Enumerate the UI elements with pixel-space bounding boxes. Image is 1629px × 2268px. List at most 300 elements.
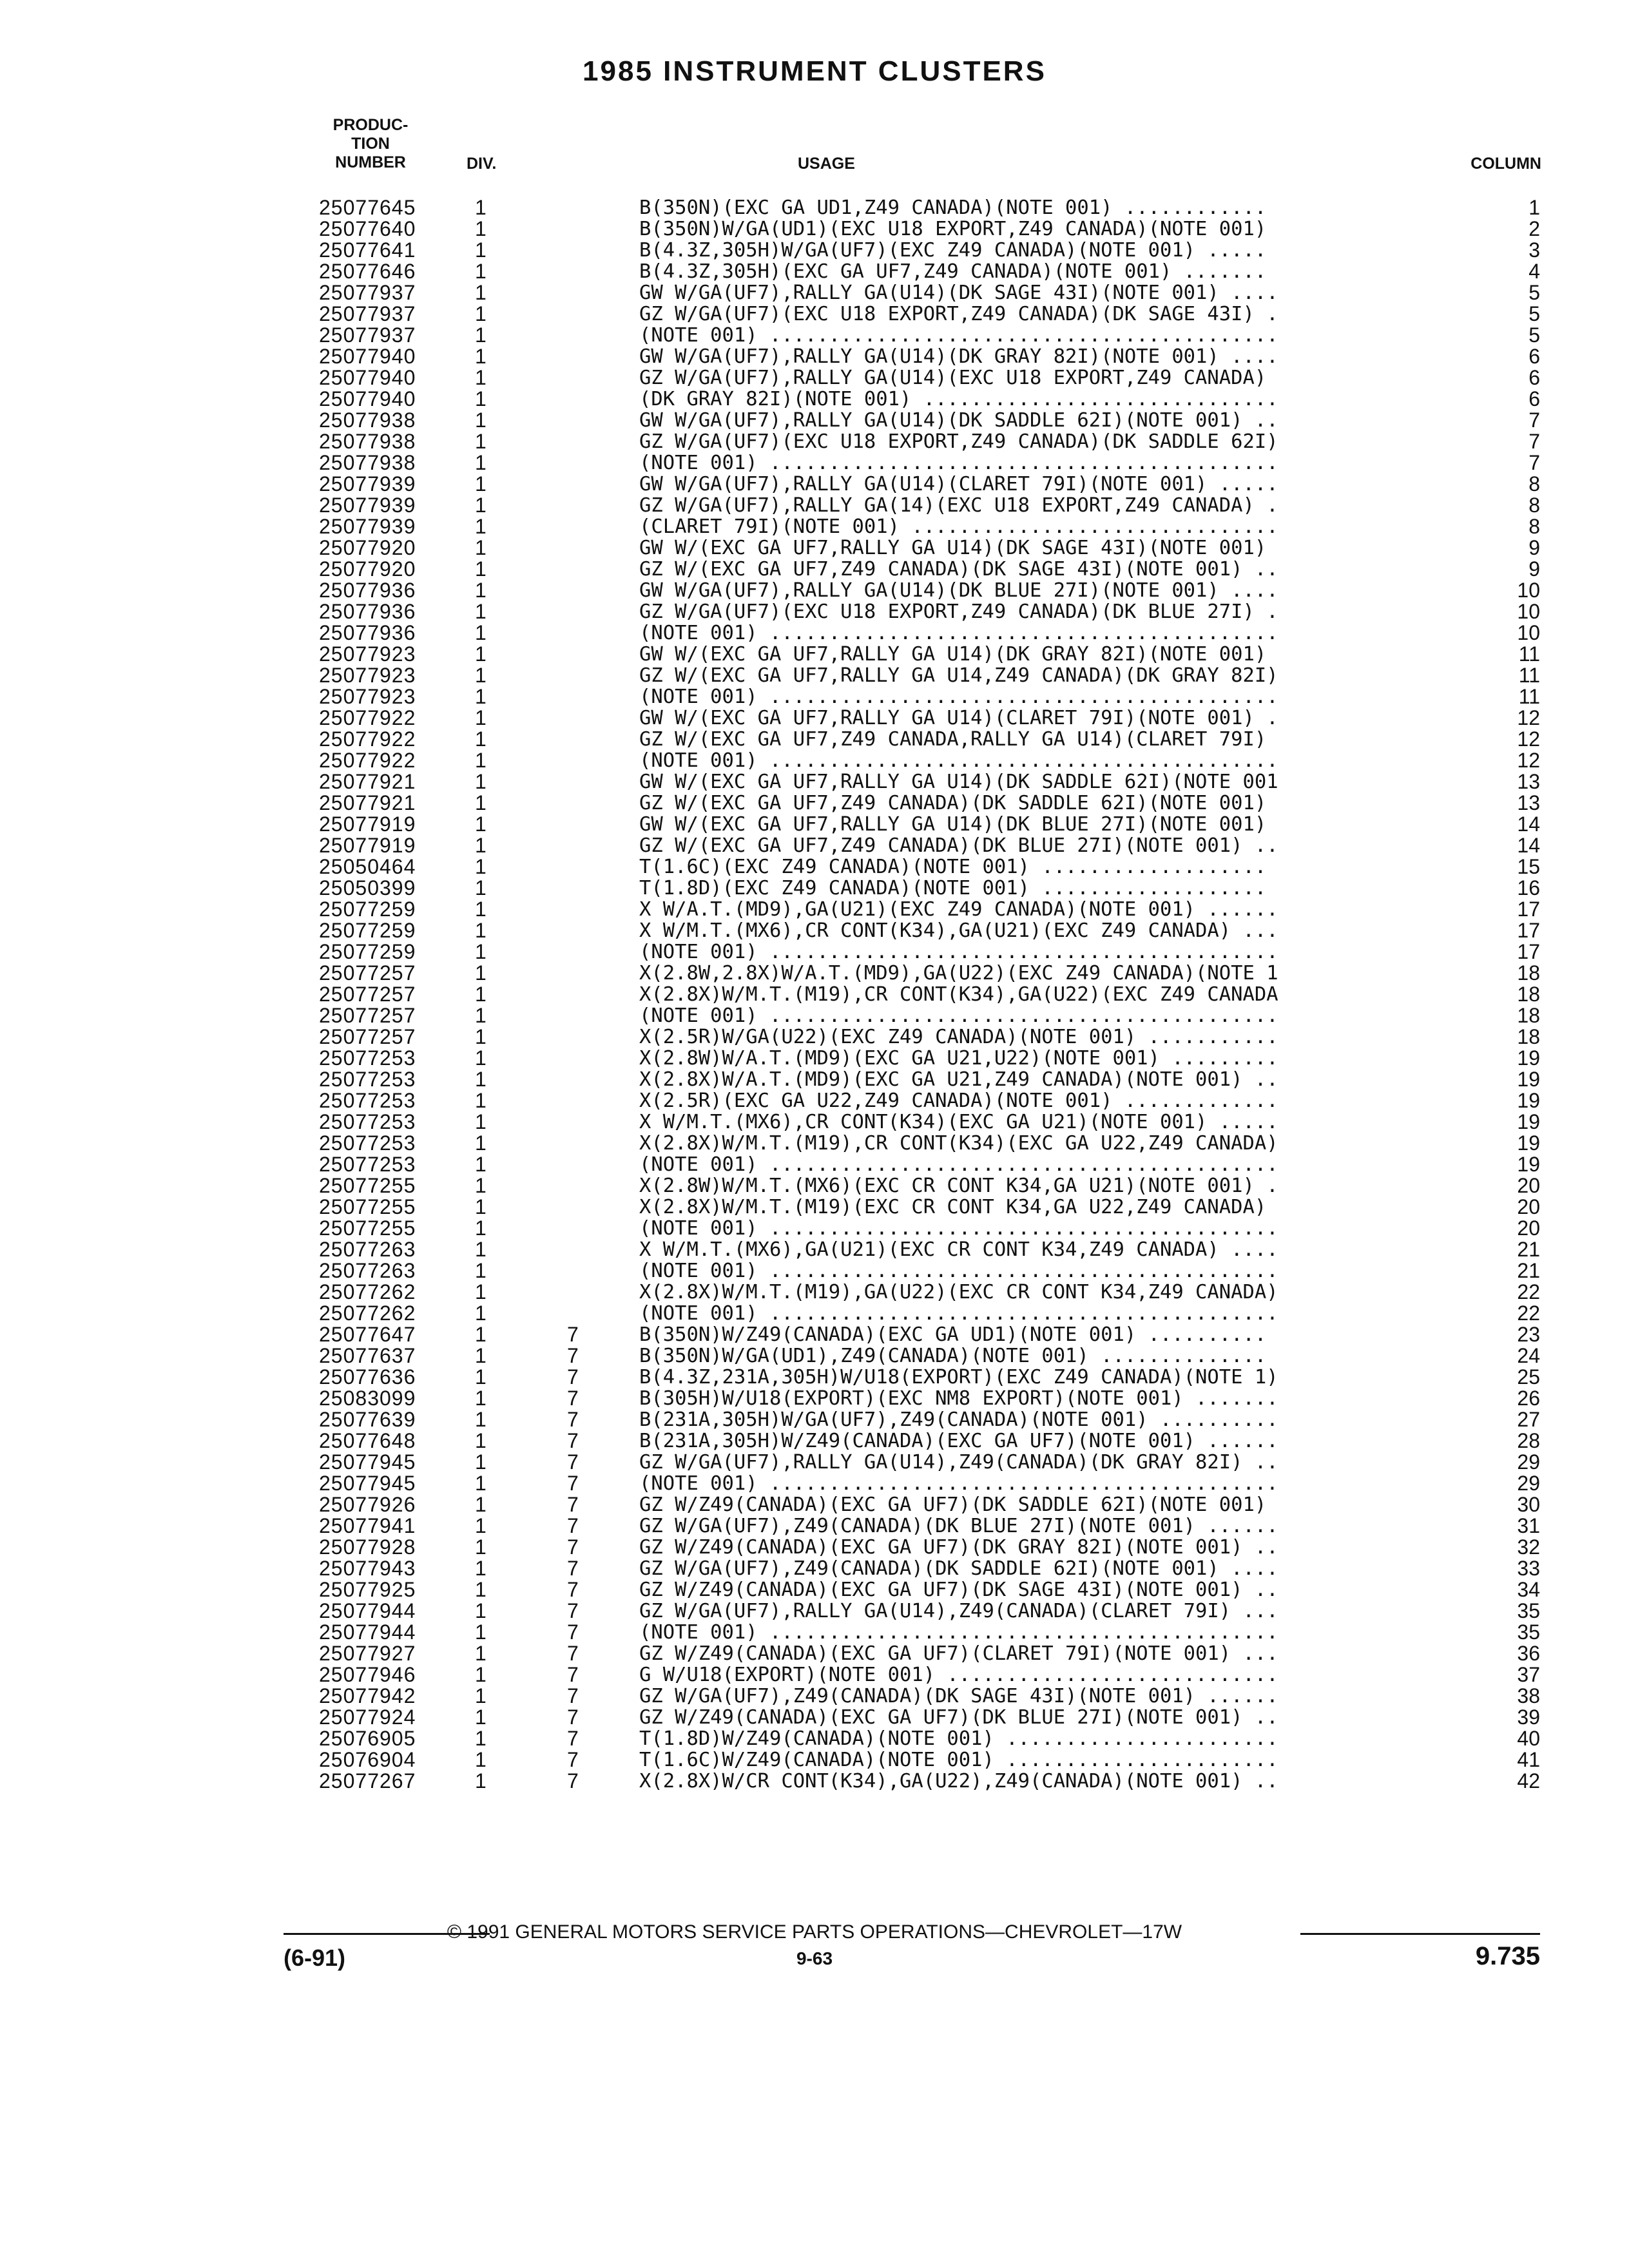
production-number-cell: 25077927 xyxy=(319,1642,416,1665)
div-cell: 1 xyxy=(475,961,487,985)
div-secondary-cell: 7 xyxy=(567,1450,579,1474)
column-cell: 11 xyxy=(1518,685,1540,708)
column-cell: 28 xyxy=(1517,1429,1540,1452)
table-row xyxy=(0,537,1629,559)
column-cell: 27 xyxy=(1517,1408,1540,1431)
production-number-cell: 25077946 xyxy=(319,1663,416,1686)
usage-cell: GZ W/(EXC GA UF7,Z49 CANADA)(DK SADDLE 62I)(NOTE 001) xyxy=(639,793,1267,814)
column-cell: 14 xyxy=(1517,812,1540,836)
table-row xyxy=(0,1643,1629,1664)
production-number-cell: 25077944 xyxy=(319,1620,416,1644)
div-cell: 1 xyxy=(475,1769,487,1792)
column-cell: 20 xyxy=(1517,1195,1540,1218)
table-row xyxy=(0,1133,1629,1154)
usage-cell: GZ W/(EXC GA UF7,Z49 CANADA)(DK SAGE 43I)(NOTE 001) .. xyxy=(639,559,1278,580)
div-secondary-cell: 7 xyxy=(567,1684,579,1707)
column-cell: 18 xyxy=(1517,961,1540,985)
table-row xyxy=(0,1388,1629,1409)
table-row xyxy=(0,1324,1629,1345)
production-number-cell: 25077945 xyxy=(319,1450,416,1474)
production-number-header: PRODUC- TION NUMBER xyxy=(333,116,409,171)
production-number-cell: 25077636 xyxy=(319,1365,416,1389)
div-secondary-cell: 7 xyxy=(567,1642,579,1665)
table-row xyxy=(0,367,1629,389)
column-cell: 20 xyxy=(1517,1216,1540,1240)
table-row xyxy=(0,452,1629,474)
table-row xyxy=(0,963,1629,984)
production-number-cell: 25077253 xyxy=(319,1046,416,1070)
table-row xyxy=(0,984,1629,1005)
production-number-cell: 25077939 xyxy=(319,515,416,538)
div-secondary-cell: 7 xyxy=(567,1663,579,1686)
usage-cell: X(2.5R)W/GA(U22)(EXC Z49 CANADA)(NOTE 001) ........... xyxy=(639,1026,1278,1048)
usage-cell: X(2.8X)W/M.T.(M19),GA(U22)(EXC CR CONT K34,Z49 CANADA) xyxy=(639,1282,1278,1303)
div-cell: 1 xyxy=(475,1238,487,1261)
div-secondary-cell: 7 xyxy=(567,1408,579,1431)
production-number-cell: 25077938 xyxy=(319,430,416,453)
column-header: COLUMN xyxy=(1470,155,1541,173)
div-cell: 1 xyxy=(475,770,487,793)
table-row xyxy=(0,899,1629,920)
div-cell: 1 xyxy=(475,323,487,347)
div-cell: 1 xyxy=(475,1620,487,1644)
production-number-cell: 25050464 xyxy=(319,855,416,878)
production-number-cell: 25077267 xyxy=(319,1769,416,1792)
column-cell: 21 xyxy=(1517,1259,1540,1282)
column-cell: 1 xyxy=(1528,196,1540,219)
production-number-cell: 25077262 xyxy=(319,1280,416,1303)
usage-cell: (NOTE 001) ........................................... xyxy=(639,622,1278,644)
column-cell: 7 xyxy=(1528,408,1540,432)
usage-cell: GZ W/GA(UF7)(EXC U18 EXPORT,Z49 CANADA)(DK SADDLE 62I) xyxy=(639,431,1278,452)
div-cell: 1 xyxy=(475,706,487,729)
div-cell: 1 xyxy=(475,579,487,602)
div-cell: 1 xyxy=(475,238,487,262)
production-number-cell: 25077640 xyxy=(319,217,416,240)
production-number-cell: 25050399 xyxy=(319,876,416,899)
div-cell: 1 xyxy=(475,217,487,240)
column-cell: 9 xyxy=(1528,536,1540,559)
div-cell: 1 xyxy=(475,1387,487,1410)
table-row xyxy=(0,410,1629,431)
usage-cell: X(2.8X)W/CR CONT(K34),GA(U22),Z49(CANADA)(NOTE 001) .. xyxy=(639,1771,1278,1792)
column-cell: 23 xyxy=(1517,1323,1540,1346)
production-number-cell: 25077939 xyxy=(319,472,416,495)
div-cell: 1 xyxy=(475,1535,487,1559)
table-row xyxy=(0,835,1629,856)
column-cell: 22 xyxy=(1517,1280,1540,1303)
usage-cell: B(231A,305H)W/Z49(CANADA)(EXC GA UF7)(NOTE 001) ...... xyxy=(639,1430,1278,1452)
production-number-cell: 25077641 xyxy=(319,238,416,262)
usage-cell: GZ W/(EXC GA UF7,Z49 CANADA)(DK BLUE 27I)(NOTE 001) .. xyxy=(639,835,1278,856)
usage-cell: B(4.3Z,305H)(EXC GA UF7,Z49 CANADA)(NOTE 001) ....... xyxy=(639,261,1267,282)
table-row xyxy=(0,346,1629,367)
usage-cell: GW W/(EXC GA UF7,RALLY GA U14)(DK SAGE 43I)(NOTE 001) xyxy=(639,537,1267,559)
usage-cell: G W/U18(EXPORT)(NOTE 001) ............................ xyxy=(639,1664,1278,1686)
table-row xyxy=(0,1303,1629,1324)
column-cell: 12 xyxy=(1517,727,1540,751)
usage-cell: (NOTE 001) ........................................... xyxy=(639,1622,1278,1643)
div-cell: 1 xyxy=(475,1599,487,1622)
table-row xyxy=(0,1239,1629,1260)
div-cell: 1 xyxy=(475,685,487,708)
usage-cell: X W/A.T.(MD9),GA(U21)(EXC Z49 CANADA)(NOTE 001) ...... xyxy=(639,899,1278,920)
usage-cell: B(350N)(EXC GA UD1,Z49 CANADA)(NOTE 001) ............ xyxy=(639,197,1267,218)
column-cell: 10 xyxy=(1517,621,1540,644)
usage-cell: (NOTE 001) ........................................... xyxy=(639,941,1278,963)
column-cell: 33 xyxy=(1517,1557,1540,1580)
column-cell: 37 xyxy=(1517,1663,1540,1686)
production-number-cell: 25077923 xyxy=(319,664,416,687)
production-number-cell: 25077647 xyxy=(319,1323,416,1346)
usage-cell: GW W/GA(UF7),RALLY GA(U14)(DK GRAY 82I)(NOTE 001) .... xyxy=(639,346,1278,367)
div-cell: 1 xyxy=(475,1748,487,1771)
table-row xyxy=(0,1771,1629,1792)
column-cell: 17 xyxy=(1517,940,1540,963)
div-secondary-cell: 7 xyxy=(567,1472,579,1495)
column-cell: 10 xyxy=(1517,600,1540,623)
usage-cell: T(1.8D)(EXC Z49 CANADA)(NOTE 001) ................... xyxy=(639,878,1267,899)
table-row xyxy=(0,1558,1629,1579)
div-cell: 1 xyxy=(475,366,487,389)
usage-cell: GZ W/GA(UF7),RALLY GA(U14),Z49(CANADA)(DK GRAY 82I) .. xyxy=(639,1452,1278,1473)
column-cell: 25 xyxy=(1517,1365,1540,1389)
production-number-cell: 25077940 xyxy=(319,366,416,389)
div-cell: 1 xyxy=(475,1280,487,1303)
div-cell: 1 xyxy=(475,898,487,921)
production-number-cell: 25077257 xyxy=(319,1004,416,1027)
usage-cell: (DK GRAY 82I)(NOTE 001) .............................. xyxy=(639,389,1278,410)
column-cell: 13 xyxy=(1517,791,1540,814)
column-cell: 19 xyxy=(1517,1068,1540,1091)
div-secondary-cell: 7 xyxy=(567,1323,579,1346)
div-secondary-cell: 7 xyxy=(567,1706,579,1729)
production-number-cell: 25077263 xyxy=(319,1259,416,1282)
div-secondary-cell: 7 xyxy=(567,1748,579,1771)
production-number-cell: 25083099 xyxy=(319,1387,416,1410)
column-cell: 19 xyxy=(1517,1046,1540,1070)
div-cell: 1 xyxy=(475,1344,487,1367)
div-header: DIV. xyxy=(467,155,497,173)
usage-cell: GZ W/Z49(CANADA)(EXC GA UF7)(CLARET 79I)(NOTE 001) ... xyxy=(639,1643,1278,1664)
column-cell: 8 xyxy=(1528,494,1540,517)
usage-cell: (NOTE 001) ........................................... xyxy=(639,452,1278,474)
table-row xyxy=(0,1005,1629,1026)
usage-cell: GZ W/GA(UF7)(EXC U18 EXPORT,Z49 CANADA)(DK SAGE 43I) . xyxy=(639,303,1278,325)
usage-cell: GZ W/GA(UF7),RALLY GA(U14),Z49(CANADA)(CLARET 79I) ... xyxy=(639,1600,1278,1622)
production-number-cell: 25077936 xyxy=(319,600,416,623)
column-cell: 5 xyxy=(1528,302,1540,325)
div-cell: 1 xyxy=(475,472,487,495)
usage-cell: GZ W/(EXC GA UF7,Z49 CANADA,RALLY GA U14)(CLARET 79I) xyxy=(639,729,1267,750)
table-row xyxy=(0,516,1629,537)
div-cell: 1 xyxy=(475,1046,487,1070)
table-row xyxy=(0,941,1629,963)
div-cell: 1 xyxy=(475,621,487,644)
div-cell: 1 xyxy=(475,430,487,453)
production-number-cell: 25077648 xyxy=(319,1429,416,1452)
column-cell: 29 xyxy=(1517,1450,1540,1474)
usage-cell: X(2.8X)W/M.T.(M19),CR CONT(K34)(EXC GA U22,Z49 CANADA) xyxy=(639,1133,1278,1154)
table-row xyxy=(0,389,1629,410)
table-row xyxy=(0,729,1629,750)
column-cell: 20 xyxy=(1517,1174,1540,1197)
div-cell: 1 xyxy=(475,1642,487,1665)
table-row xyxy=(0,856,1629,878)
table-row xyxy=(0,1154,1629,1175)
usage-cell: X W/M.T.(MX6),CR CONT(K34)(EXC GA U21)(NOTE 001) ..... xyxy=(639,1111,1278,1133)
column-cell: 7 xyxy=(1528,430,1540,453)
production-number-cell: 25077944 xyxy=(319,1599,416,1622)
div-secondary-cell: 7 xyxy=(567,1493,579,1516)
div-cell: 1 xyxy=(475,536,487,559)
div-secondary-cell: 7 xyxy=(567,1535,579,1559)
div-cell: 1 xyxy=(475,1110,487,1133)
div-secondary-cell: 7 xyxy=(567,1514,579,1537)
usage-cell: T(1.6C)W/Z49(CANADA)(NOTE 001) ....................... xyxy=(639,1749,1278,1771)
div-cell: 1 xyxy=(475,727,487,751)
usage-cell: (NOTE 001) ........................................... xyxy=(639,1473,1278,1494)
usage-cell: B(4.3Z,231A,305H)W/U18(EXPORT)(EXC Z49 CANADA)(NOTE 1) xyxy=(639,1367,1278,1388)
div-cell: 1 xyxy=(475,408,487,432)
usage-cell: X(2.8W)W/M.T.(MX6)(EXC CR CONT K34,GA U21)(NOTE 001) . xyxy=(639,1175,1278,1196)
usage-cell: GZ W/GA(UF7),RALLY GA(14)(EXC U18 EXPORT,Z49 CANADA) . xyxy=(639,495,1278,516)
table-row xyxy=(0,1069,1629,1090)
column-cell: 9 xyxy=(1528,557,1540,581)
usage-cell: X(2.8X)W/M.T.(M19)(EXC CR CONT K34,GA U22,Z49 CANADA) xyxy=(639,1196,1267,1218)
column-cell: 13 xyxy=(1517,770,1540,793)
production-number-cell: 25077943 xyxy=(319,1557,416,1580)
page-code: 9-63 xyxy=(796,1948,833,1968)
table-row xyxy=(0,495,1629,516)
usage-cell: GW W/GA(UF7),RALLY GA(U14)(DK SADDLE 62I)(NOTE 001) .. xyxy=(639,410,1278,431)
column-cell: 32 xyxy=(1517,1535,1540,1559)
column-cell: 18 xyxy=(1517,1004,1540,1027)
column-cell: 11 xyxy=(1518,664,1540,687)
div-cell: 1 xyxy=(475,1259,487,1282)
production-number-cell: 25077921 xyxy=(319,791,416,814)
div-cell: 1 xyxy=(475,196,487,219)
div-cell: 1 xyxy=(475,1004,487,1027)
column-cell: 29 xyxy=(1517,1472,1540,1495)
table-row xyxy=(0,1707,1629,1728)
table-row xyxy=(0,771,1629,793)
table-row xyxy=(0,240,1629,261)
div-cell: 1 xyxy=(475,494,487,517)
usage-cell: B(350N)W/GA(UD1)(EXC U18 EXPORT,Z49 CANADA)(NOTE 001) xyxy=(639,218,1267,240)
div-cell: 1 xyxy=(475,1578,487,1601)
section-number: 9.735 xyxy=(1475,1942,1540,1970)
usage-cell: GZ W/Z49(CANADA)(EXC GA UF7)(DK SAGE 43I)(NOTE 001) .. xyxy=(639,1579,1278,1600)
div-cell: 1 xyxy=(475,1706,487,1729)
div-cell: 1 xyxy=(475,664,487,687)
table-row xyxy=(0,1175,1629,1196)
div-cell: 1 xyxy=(475,1365,487,1389)
div-secondary-cell: 7 xyxy=(567,1620,579,1644)
copyright-line: © 1991 GENERAL MOTORS SERVICE PARTS OPERATIONS—CHEVROLET—17W xyxy=(447,1921,1182,1943)
production-number-cell: 25077936 xyxy=(319,621,416,644)
usage-cell: GW W/(EXC GA UF7,RALLY GA U14)(DK SADDLE 62I)(NOTE 001 xyxy=(639,771,1278,793)
div-cell: 1 xyxy=(475,812,487,836)
table-row xyxy=(0,1728,1629,1749)
table-row xyxy=(0,644,1629,665)
table-row xyxy=(0,325,1629,346)
usage-cell: X(2.8X)W/A.T.(MD9)(EXC GA U21,Z49 CANADA)(NOTE 001) .. xyxy=(639,1069,1278,1090)
div-cell: 1 xyxy=(475,1472,487,1495)
table-row xyxy=(0,1515,1629,1537)
div-secondary-cell: 7 xyxy=(567,1727,579,1750)
column-cell: 18 xyxy=(1517,1025,1540,1048)
production-number-cell: 25077257 xyxy=(319,961,416,985)
table-row xyxy=(0,1664,1629,1686)
column-cell: 24 xyxy=(1517,1344,1540,1367)
div-cell: 1 xyxy=(475,834,487,857)
production-number-cell: 25077259 xyxy=(319,919,416,942)
div-cell: 1 xyxy=(475,1514,487,1537)
usage-cell: X(2.8W)W/A.T.(MD9)(EXC GA U21,U22)(NOTE 001) ......... xyxy=(639,1048,1278,1069)
div-secondary-cell: 7 xyxy=(567,1578,579,1601)
column-cell: 2 xyxy=(1528,217,1540,240)
table-row xyxy=(0,1686,1629,1707)
production-number-cell: 25077937 xyxy=(319,323,416,347)
column-cell: 39 xyxy=(1517,1706,1540,1729)
production-number-cell: 25077945 xyxy=(319,1472,416,1495)
production-number-cell: 25077253 xyxy=(319,1089,416,1112)
div-cell: 1 xyxy=(475,515,487,538)
table-row xyxy=(0,1367,1629,1388)
usage-cell: GW W/GA(UF7),RALLY GA(U14)(DK SAGE 43I)(NOTE 001) .... xyxy=(639,282,1278,303)
div-cell: 1 xyxy=(475,451,487,474)
table-row xyxy=(0,1600,1629,1622)
table-row xyxy=(0,474,1629,495)
column-cell: 4 xyxy=(1528,260,1540,283)
production-number-cell: 25077255 xyxy=(319,1174,416,1197)
div-cell: 1 xyxy=(475,1429,487,1452)
table-row xyxy=(0,750,1629,771)
table-row xyxy=(0,1622,1629,1643)
table-row xyxy=(0,1749,1629,1771)
column-cell: 38 xyxy=(1517,1684,1540,1707)
div-cell: 1 xyxy=(475,387,487,410)
div-cell: 1 xyxy=(475,281,487,304)
usage-cell: GZ W/GA(UF7),Z49(CANADA)(DK SAGE 43I)(NOTE 001) ...... xyxy=(639,1686,1278,1707)
div-secondary-cell: 7 xyxy=(567,1557,579,1580)
table-row xyxy=(0,1409,1629,1430)
table-row xyxy=(0,665,1629,686)
table-row xyxy=(0,1260,1629,1282)
column-cell: 11 xyxy=(1518,642,1540,666)
column-cell: 36 xyxy=(1517,1642,1540,1665)
usage-cell: B(305H)W/U18(EXPORT)(EXC NM8 EXPORT)(NOTE 001) ....... xyxy=(639,1388,1278,1409)
column-cell: 5 xyxy=(1528,281,1540,304)
column-cell: 21 xyxy=(1517,1238,1540,1261)
div-cell: 1 xyxy=(475,1195,487,1218)
usage-cell: GW W/GA(UF7),RALLY GA(U14)(DK BLUE 27I)(NOTE 001) .... xyxy=(639,580,1278,601)
production-number-cell: 25077928 xyxy=(319,1535,416,1559)
div-secondary-cell: 7 xyxy=(567,1387,579,1410)
column-cell: 34 xyxy=(1517,1578,1540,1601)
production-number-cell: 25077926 xyxy=(319,1493,416,1516)
table-row xyxy=(0,686,1629,707)
div-cell: 1 xyxy=(475,791,487,814)
usage-cell: B(350N)W/Z49(CANADA)(EXC GA UD1)(NOTE 001) .......... xyxy=(639,1324,1267,1345)
table-row xyxy=(0,707,1629,729)
production-number-cell: 25077255 xyxy=(319,1195,416,1218)
production-number-cell: 25077259 xyxy=(319,898,416,921)
table-row xyxy=(0,1026,1629,1048)
usage-cell: (NOTE 001) ........................................... xyxy=(639,750,1278,771)
usage-cell: B(231A,305H)W/GA(UF7),Z49(CANADA)(NOTE 001) .......... xyxy=(639,1409,1278,1430)
div-cell: 1 xyxy=(475,1174,487,1197)
parts-table xyxy=(0,197,1629,1792)
production-number-cell: 25077936 xyxy=(319,579,416,602)
production-number-cell: 25077923 xyxy=(319,642,416,666)
usage-cell: GZ W/GA(UF7),RALLY GA(U14)(EXC U18 EXPORT,Z49 CANADA) xyxy=(639,367,1267,389)
div-cell: 1 xyxy=(475,940,487,963)
usage-cell: GW W/GA(UF7),RALLY GA(U14)(CLARET 79I)(NOTE 001) ..... xyxy=(639,474,1278,495)
production-number-cell: 25077645 xyxy=(319,196,416,219)
column-cell: 16 xyxy=(1517,876,1540,899)
column-cell: 40 xyxy=(1517,1727,1540,1750)
usage-cell: GW W/(EXC GA UF7,RALLY GA U14)(CLARET 79I)(NOTE 001) . xyxy=(639,707,1278,729)
table-row xyxy=(0,282,1629,303)
div-cell: 1 xyxy=(475,1493,487,1516)
div-secondary-cell: 7 xyxy=(567,1344,579,1367)
column-cell: 26 xyxy=(1517,1387,1540,1410)
usage-cell: GZ W/Z49(CANADA)(EXC GA UF7)(DK GRAY 82I)(NOTE 001) .. xyxy=(639,1537,1278,1558)
column-cell: 19 xyxy=(1517,1131,1540,1155)
table-row xyxy=(0,1430,1629,1452)
column-cell: 41 xyxy=(1517,1748,1540,1771)
production-number-cell: 25077919 xyxy=(319,834,416,857)
usage-cell: (NOTE 001) ........................................... xyxy=(639,686,1278,707)
column-cell: 18 xyxy=(1517,983,1540,1006)
table-row xyxy=(0,1218,1629,1239)
usage-cell: GZ W/GA(UF7),Z49(CANADA)(DK SADDLE 62I)(NOTE 001) .... xyxy=(639,1558,1278,1579)
usage-cell: B(350N)W/GA(UD1),Z49(CANADA)(NOTE 001) .............. xyxy=(639,1345,1267,1367)
column-cell: 8 xyxy=(1528,472,1540,495)
div-secondary-cell: 7 xyxy=(567,1429,579,1452)
div-cell: 1 xyxy=(475,1727,487,1750)
div-cell: 1 xyxy=(475,1131,487,1155)
production-number-cell: 25076904 xyxy=(319,1748,416,1771)
production-number-cell: 25077940 xyxy=(319,387,416,410)
column-cell: 19 xyxy=(1517,1110,1540,1133)
production-number-cell: 25076905 xyxy=(319,1727,416,1750)
production-number-cell: 25077922 xyxy=(319,727,416,751)
div-cell: 1 xyxy=(475,260,487,283)
table-row xyxy=(0,218,1629,240)
column-cell: 6 xyxy=(1528,366,1540,389)
div-cell: 1 xyxy=(475,600,487,623)
usage-cell: X W/M.T.(MX6),CR CONT(K34),GA(U21)(EXC Z49 CANADA) ... xyxy=(639,920,1278,941)
usage-cell: X(2.8X)W/M.T.(M19),CR CONT(K34),GA(U22)(EXC Z49 CANADA xyxy=(639,984,1278,1005)
usage-cell: (NOTE 001) ........................................... xyxy=(639,1260,1278,1282)
production-number-cell: 25077646 xyxy=(319,260,416,283)
production-number-cell: 25077938 xyxy=(319,408,416,432)
div-cell: 1 xyxy=(475,1068,487,1091)
production-number-cell: 25077937 xyxy=(319,281,416,304)
div-cell: 1 xyxy=(475,1216,487,1240)
column-cell: 6 xyxy=(1528,345,1540,368)
production-number-cell: 25077263 xyxy=(319,1238,416,1261)
div-cell: 1 xyxy=(475,1684,487,1707)
column-cell: 30 xyxy=(1517,1493,1540,1516)
div-secondary-cell: 7 xyxy=(567,1599,579,1622)
div-cell: 1 xyxy=(475,1323,487,1346)
usage-cell: GW W/(EXC GA UF7,RALLY GA U14)(DK BLUE 27I)(NOTE 001) xyxy=(639,814,1267,835)
production-number-cell: 25077920 xyxy=(319,536,416,559)
